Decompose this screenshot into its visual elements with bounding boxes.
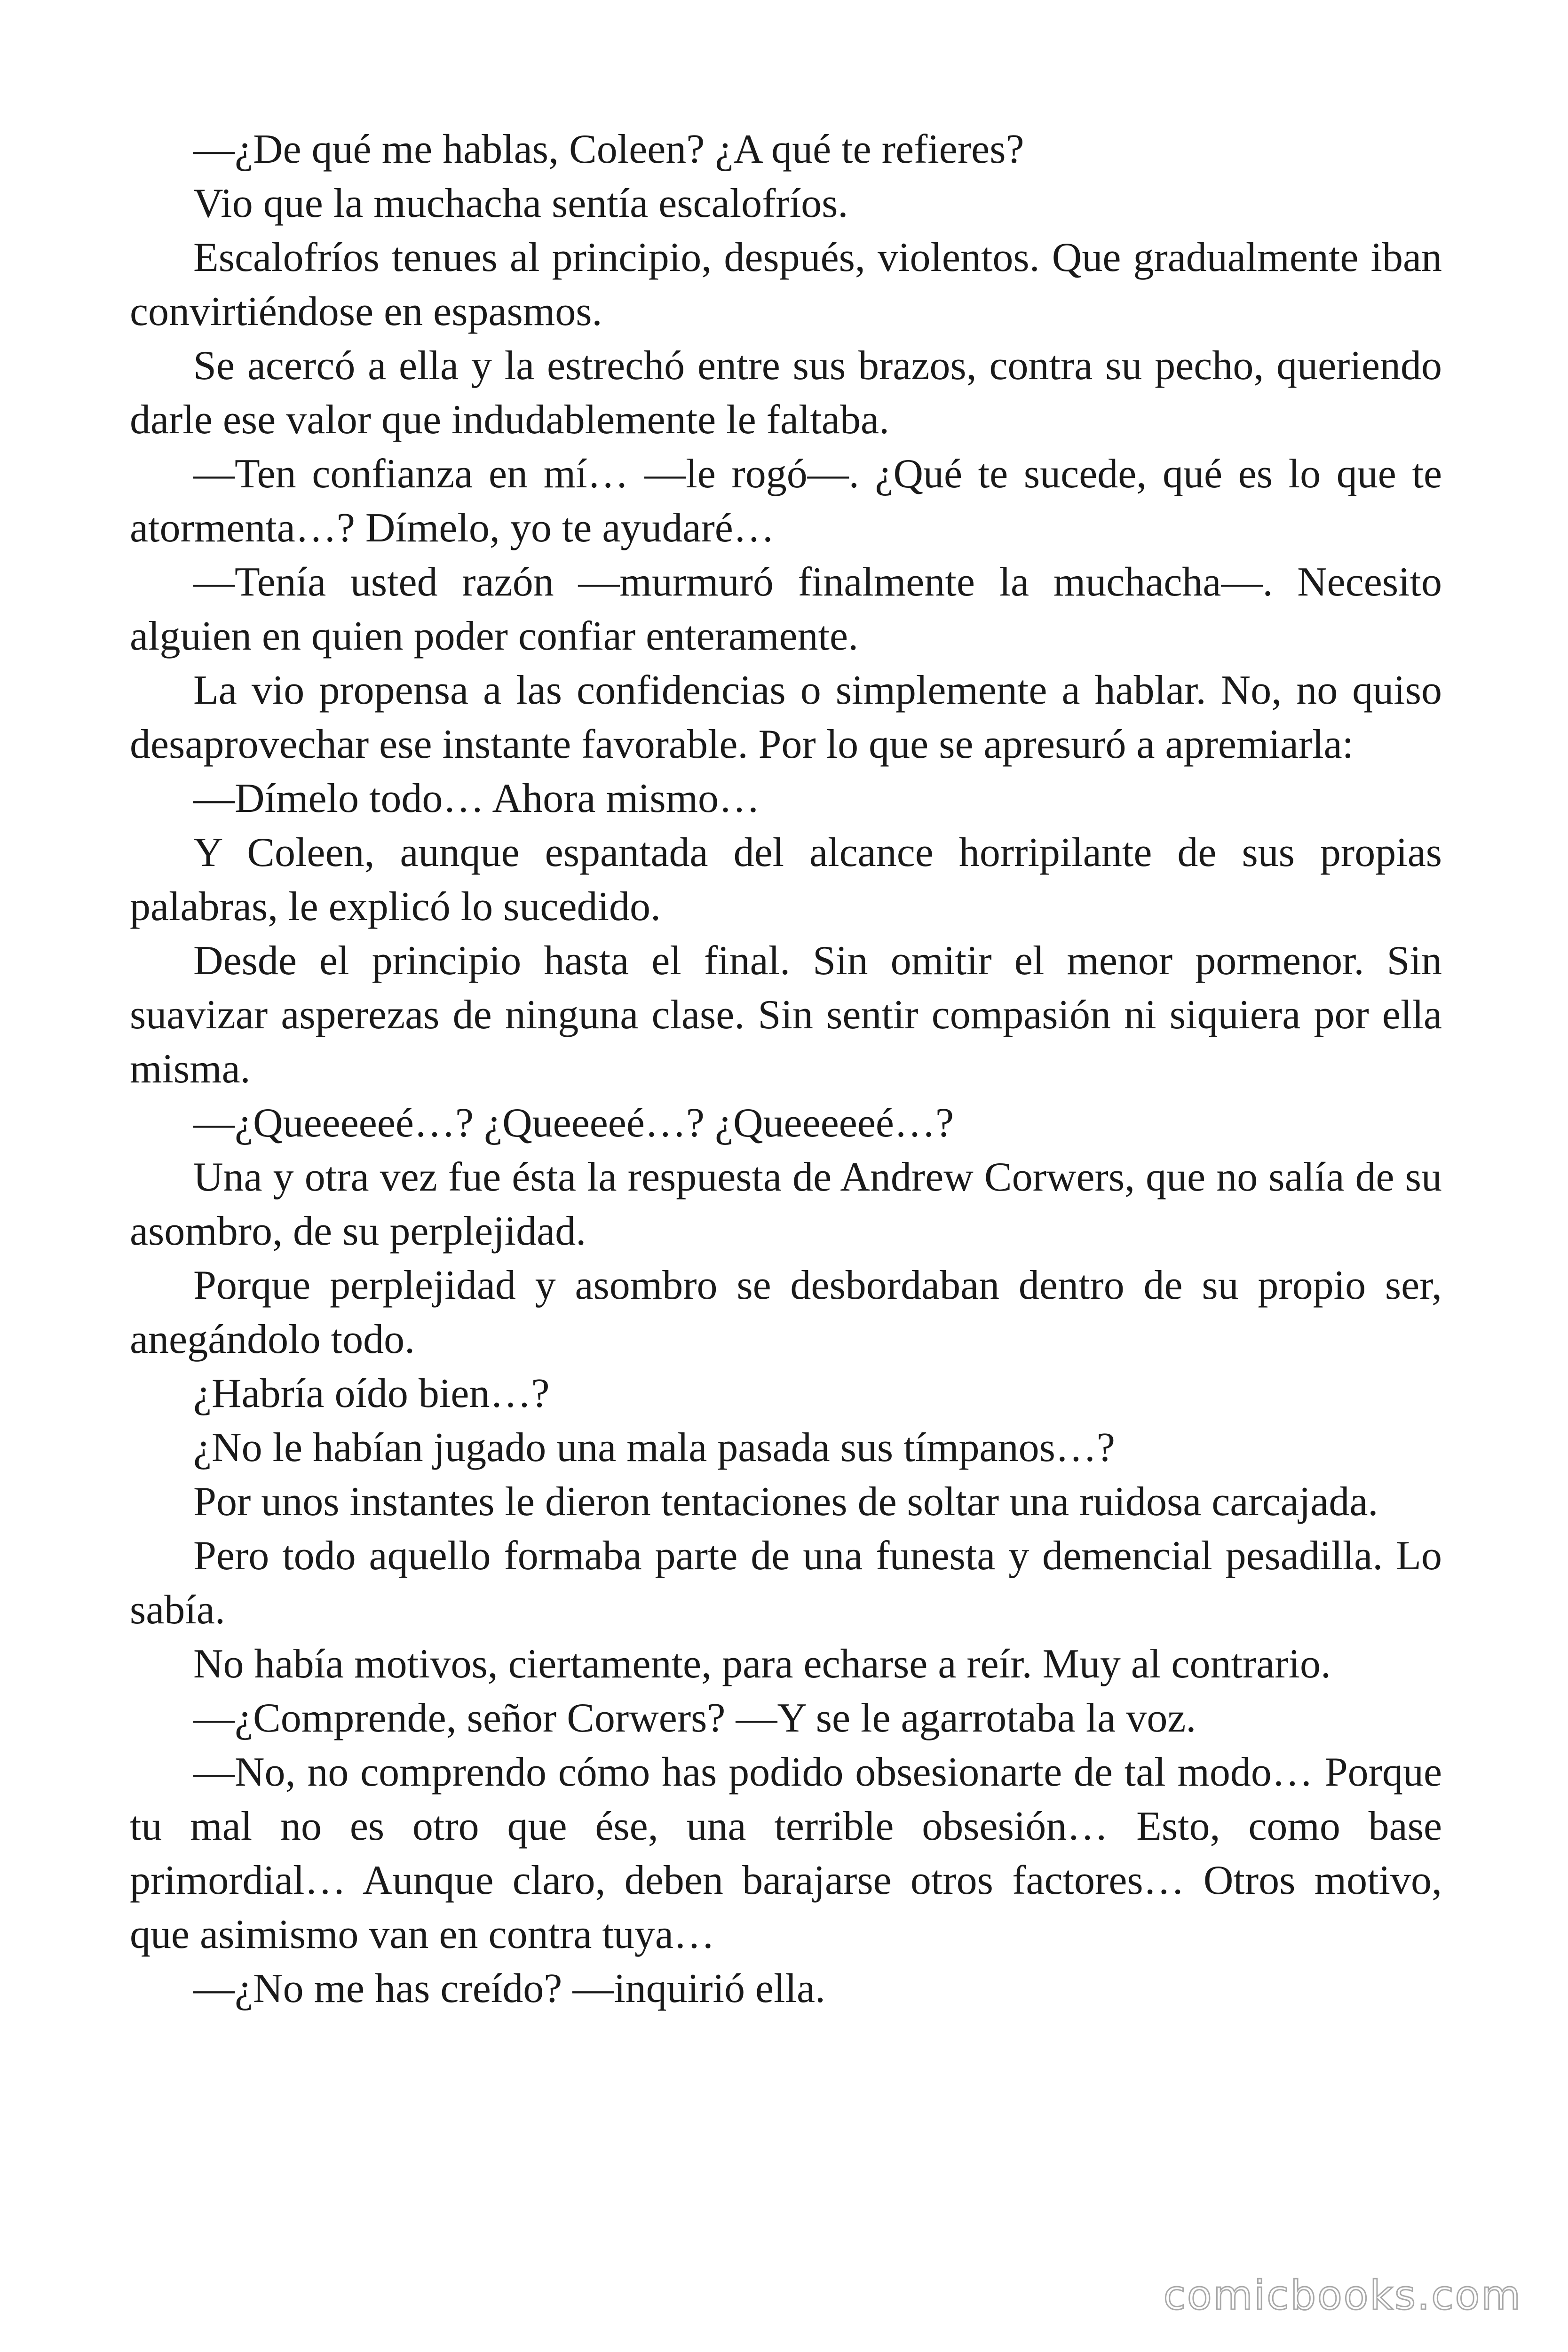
paragraph-10: Desde el principio hasta el final. Sin omitir el menor pormenor. Sin suavizar asperezas de ninguna clase. Sin sentir compasión ni siquiera por ella misma. (130, 938, 1442, 1092)
paragraph-18: No había motivos, ciertamente, para echarse a reír. Muy al contrario. (193, 1641, 1331, 1687)
paragraph-1: —¿De qué me hablas, Coleen? ¿A qué te refieres? (193, 127, 1024, 172)
paragraph-7: La vio propensa a las confidencias o simplemente a hablar. No, no quiso desaprovechar ese instante favorable. Por lo que se apresuró a apremiarla: (130, 667, 1442, 767)
paragraph-17: Pero todo aquello formaba parte de una funesta y demencial pesadilla. Lo sabía. (130, 1533, 1442, 1633)
paragraph-2: Vio que la muchacha sentía escalofríos. (193, 181, 848, 226)
paragraph-13: Porque perplejidad y asombro se desbordaban dentro de su propio ser, anegándolo todo. (130, 1263, 1442, 1362)
paragraph-19: —¿Comprende, señor Corwers? —Y se le agarrotaba la voz. (193, 1695, 1196, 1741)
paragraph-16: Por unos instantes le dieron tentaciones de soltar una ruidosa carcajada. (193, 1479, 1378, 1525)
page-body (130, 122, 1442, 2016)
paragraph-14: ¿Habría oído bien…? (193, 1371, 550, 1416)
paragraph-20: —No, no comprendo cómo has podido obsesionarte de tal modo… Porque tu mal no es otro que ése, una terrible obsesión… Esto, como base primordial… Aunque claro, deben barajarse otros factores… Otros motivo, que asimismo van en contra tuya… (130, 1749, 1442, 1957)
paragraph-11: —¿Queeeeeé…? ¿Queeeeé…? ¿Queeeeeé…? (193, 1100, 954, 1146)
paragraph-15: ¿No le habían jugado una mala pasada sus tímpanos…? (193, 1425, 1115, 1470)
watermark: comicbooks.com (1163, 2272, 1522, 2319)
paragraph-5: —Ten confianza en mí… —le rogó—. ¿Qué te sucede, qué es lo que te atormenta…? Dímelo, yo te ayudaré… (130, 451, 1442, 551)
paragraph-8: —Dímelo todo… Ahora mismo… (193, 776, 760, 821)
paragraph-21: —¿No me has creído? —inquirió ella. (193, 1966, 826, 2011)
paragraph-3: Escalofríos tenues al principio, después, violentos. Que gradualmente iban convirtiéndose en espasmos. (130, 235, 1442, 334)
paragraph-12: Una y otra vez fue ésta la respuesta de Andrew Corwers, que no salía de su asombro, de su perplejidad. (130, 1154, 1442, 1254)
paragraph-9: Y Coleen, aunque espantada del alcance horripilante de sus propias palabras, le explicó lo sucedido. (130, 830, 1442, 930)
paragraph-6: —Tenía usted razón —murmuró finalmente la muchacha—. Necesito alguien en quien poder confiar enteramente. (130, 559, 1442, 659)
paragraph-4: Se acercó a ella y la estrechó entre sus brazos, contra su pecho, queriendo darle ese valor que indudablemente le faltaba. (130, 343, 1442, 443)
